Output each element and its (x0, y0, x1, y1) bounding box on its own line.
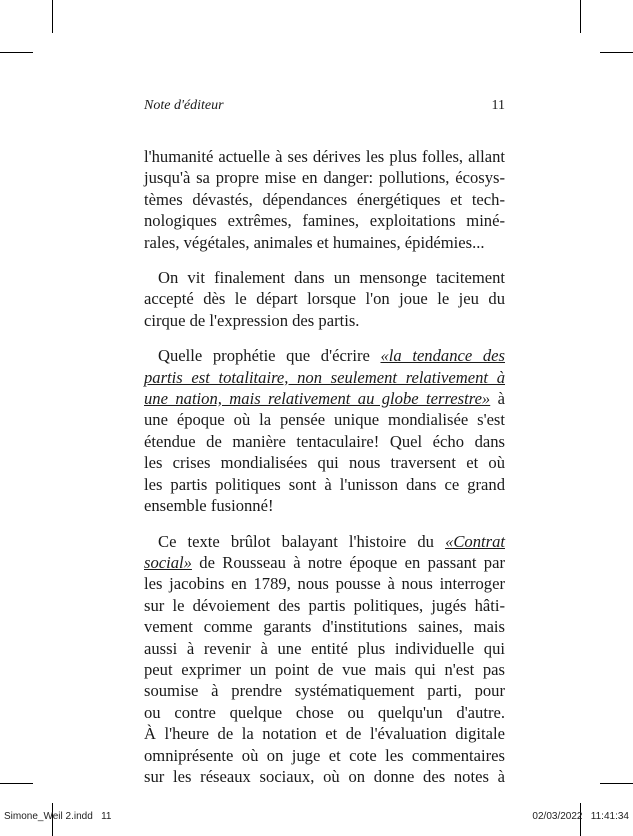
page-header (144, 98, 505, 118)
text-line: accepté dès le départ lorsque l'on joue le jeu du (144, 289, 505, 309)
slug-datetime: 02/03/2022 11:41:34 (532, 811, 629, 822)
text-line: À l'heure de la notation et de l'évaluation digitale (144, 724, 505, 744)
text-line: soumise à prendre systématiquement parti, pour (144, 681, 505, 701)
paragraph-2 (144, 267, 505, 331)
text-line: nologiques extrêmes, famines, exploitations miné- (144, 211, 505, 231)
text-line: jusqu'à sa propre mise en danger: pollutions, écosys- (144, 168, 505, 188)
page-number: 11 (491, 98, 505, 113)
text-line: ou contre quelque chose ou quelqu'un d'autre. (144, 702, 505, 722)
paragraph-4 (144, 531, 505, 788)
quotation: partis est totalitaire, non seulement relativement à (144, 367, 505, 387)
quotation: «la tendance des (380, 346, 505, 366)
text-line: On vit finalement dans un mensonge tacitement (158, 268, 505, 288)
text-line: tèmes dévastés, dépendances énergétiques et tech- (144, 189, 505, 209)
crop-mark-left-top (0, 52, 33, 53)
quotation: social» (144, 552, 192, 572)
text-line: cirque de l'expression des partis. (144, 310, 360, 330)
text-line: une époque où la pensée unique mondialisée s'est (144, 410, 505, 430)
text-line: l'humanité actuelle à ses dérives les plus folles, allant (144, 147, 505, 166)
running-head: Note d'éditeur (144, 98, 224, 113)
crop-mark-top-right (580, 0, 581, 33)
text-line: vement comme garants d'institutions saines, mais (144, 617, 505, 637)
crop-mark-top-left (52, 0, 53, 33)
text-line: les jacobins en 1789, nous pousse à nous interroger (144, 574, 505, 594)
quotation: une nation, mais relativement au globe terrestre» (144, 389, 491, 409)
text-line: peut exprimer un point de vue mais qui n'est pas (144, 659, 505, 679)
crop-mark-left-bottom (0, 783, 33, 784)
text-line: une nation, mais relativement au globe terrestre» à (144, 389, 505, 409)
paragraph-3 (144, 345, 505, 516)
crop-mark-right-top (600, 52, 633, 53)
crop-mark-right-bottom (600, 783, 633, 784)
text-line: les partis politiques sont à l'unisson dans ce grand (144, 474, 505, 494)
text-line: Quelle prophétie que d'écrire «la tendance des (158, 346, 505, 366)
text-line: aussi à revenir à une entité plus individuelle qui (144, 638, 505, 658)
text-line: Ce texte brûlot balayant l'histoire du «Contrat (158, 531, 505, 551)
text-line: sur les réseaux sociaux, où on donne des notes à (144, 766, 505, 786)
text-line: ensemble fusionné! (144, 496, 274, 516)
text-line: omniprésente où on juge et cote les commentaires (144, 745, 505, 765)
slug-filename: Simone_Weil 2.indd 11 (4, 811, 112, 822)
text-line: sur le dévoiement des partis politiques, jugés hâti- (144, 595, 505, 615)
quotation: «Contrat (445, 531, 505, 551)
text-line: social» de Rousseau à notre époque en passant par (144, 552, 505, 572)
text-line: les crises mondialisées qui nous traversent et où (144, 453, 505, 473)
paragraph-1 (144, 146, 505, 253)
text-line: étendue de manière tentaculaire! Quel écho dans (144, 431, 505, 451)
text-line (144, 367, 505, 388)
text-line: rales, végétales, animales et humaines, épidémies... (144, 232, 485, 252)
body-text (144, 146, 505, 787)
